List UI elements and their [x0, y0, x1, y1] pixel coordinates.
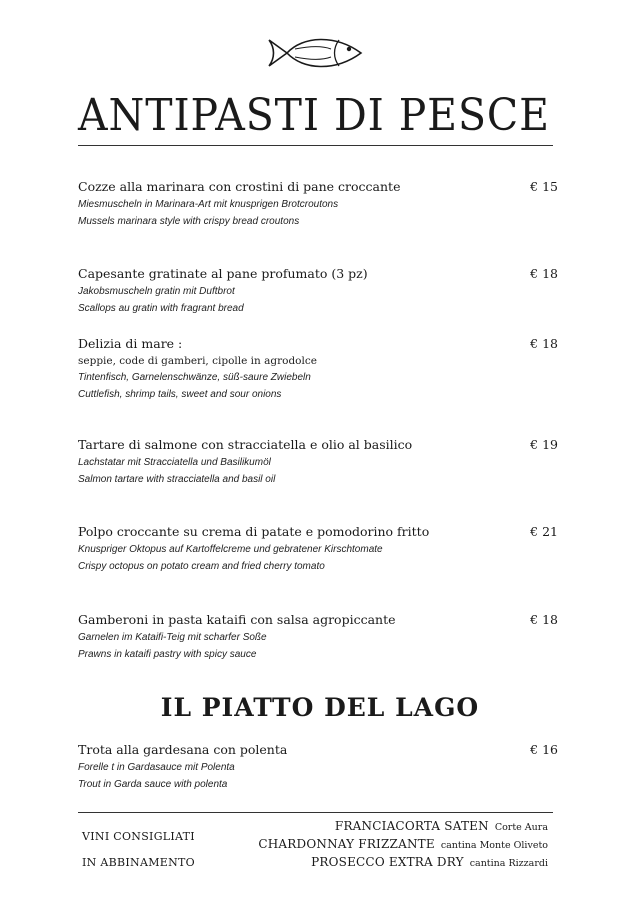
dish-translation-de: Tintenfisch, Garnelenschwänze, süß-saure Zwiebeln [78, 372, 311, 383]
dish-price: € 15 [530, 179, 558, 194]
wine-label-line: IN ABBINAMENTO [82, 856, 195, 869]
dish-price: € 18 [530, 336, 558, 351]
wine-producer: cantina Monte Oliveto [440, 840, 548, 851]
dish-translation-de: Miesmuscheln in Marinara-Art mit knusprigen Brotcroutons [78, 199, 339, 210]
wine-pairing-label [82, 824, 195, 876]
wine-list [258, 818, 548, 872]
menu-item [78, 335, 558, 403]
menu-item [78, 178, 558, 230]
dish-name: Delizia di mare : [78, 336, 183, 351]
dish-translation-en: Prawns in kataifi pastry with spicy sauce [78, 649, 257, 660]
wine-name: FRANCIACORTA SATEN [334, 819, 489, 833]
footer-divider [78, 812, 553, 813]
dish-translation-de: Lachstatar mit Stracciatella und Basilikumöl [78, 457, 271, 468]
title-divider [78, 145, 553, 146]
dish-translation-de: Knuspriger Oktopus auf Kartoffelcreme und gebratener Kirschtomate [78, 544, 383, 555]
menu-item [78, 436, 558, 488]
dish-name: Trota alla gardesana con polenta [78, 742, 288, 757]
wine-item [258, 818, 548, 836]
menu-item [78, 265, 558, 317]
dish-description: seppie, code di gamberi, cipolle in agrodolce [78, 355, 317, 367]
wine-label-line: VINI CONSIGLIATI [82, 830, 195, 843]
dish-price: € 21 [530, 524, 558, 539]
wine-item [258, 836, 548, 854]
fish-icon [265, 32, 365, 74]
dish-name: Polpo croccante su crema di patate e pomodorino fritto [78, 524, 430, 539]
menu-item [78, 611, 558, 663]
dish-translation-en: Crispy octopus on potato cream and fried cherry tomato [78, 561, 325, 572]
dish-price: € 18 [530, 266, 558, 281]
dish-name: Gamberoni in pasta kataifi con salsa agropiccante [78, 612, 396, 627]
dish-translation-en: Cuttlefish, shrimp tails, sweet and sour onions [78, 389, 282, 400]
dish-translation-de: Jakobsmuscheln gratin mit Duftbrot [78, 286, 235, 297]
page-title: ANTIPASTI DI PESCE [78, 90, 550, 141]
dish-translation-en: Mussels marinara style with crispy bread croutons [78, 216, 300, 227]
dish-name: Capesante gratinate al pane profumato (3 pz) [78, 266, 368, 281]
menu-item [78, 741, 558, 793]
wine-name: PROSECCO EXTRA DRY [311, 855, 464, 869]
dish-translation-de: Forelle t in Gardasauce mit Polenta [78, 762, 235, 773]
dish-translation-en: Trout in Garda sauce with polenta [78, 779, 228, 790]
dish-translation-en: Scallops au gratin with fragrant bread [78, 303, 244, 314]
wine-item [258, 854, 548, 872]
dish-price: € 16 [530, 742, 558, 757]
dish-price: € 19 [530, 437, 558, 452]
wine-producer: Corte Aura [494, 822, 548, 833]
dish-translation-de: Garnelen im Kataifi-Teig mit scharfer Soße [78, 632, 267, 643]
dish-translation-en: Salmon tartare with stracciatella and basil oil [78, 474, 276, 485]
dish-name: Tartare di salmone con stracciatella e olio al basilico [78, 437, 413, 452]
wine-name: CHARDONNAY FRIZZANTE [258, 837, 435, 851]
dish-price: € 18 [530, 612, 558, 627]
menu-item [78, 523, 558, 575]
section-title: IL PIATTO DEL LAGO [160, 693, 480, 722]
dish-name: Cozze alla marinara con crostini di pane croccante [78, 179, 401, 194]
wine-producer: cantina Rizzardi [469, 858, 548, 869]
